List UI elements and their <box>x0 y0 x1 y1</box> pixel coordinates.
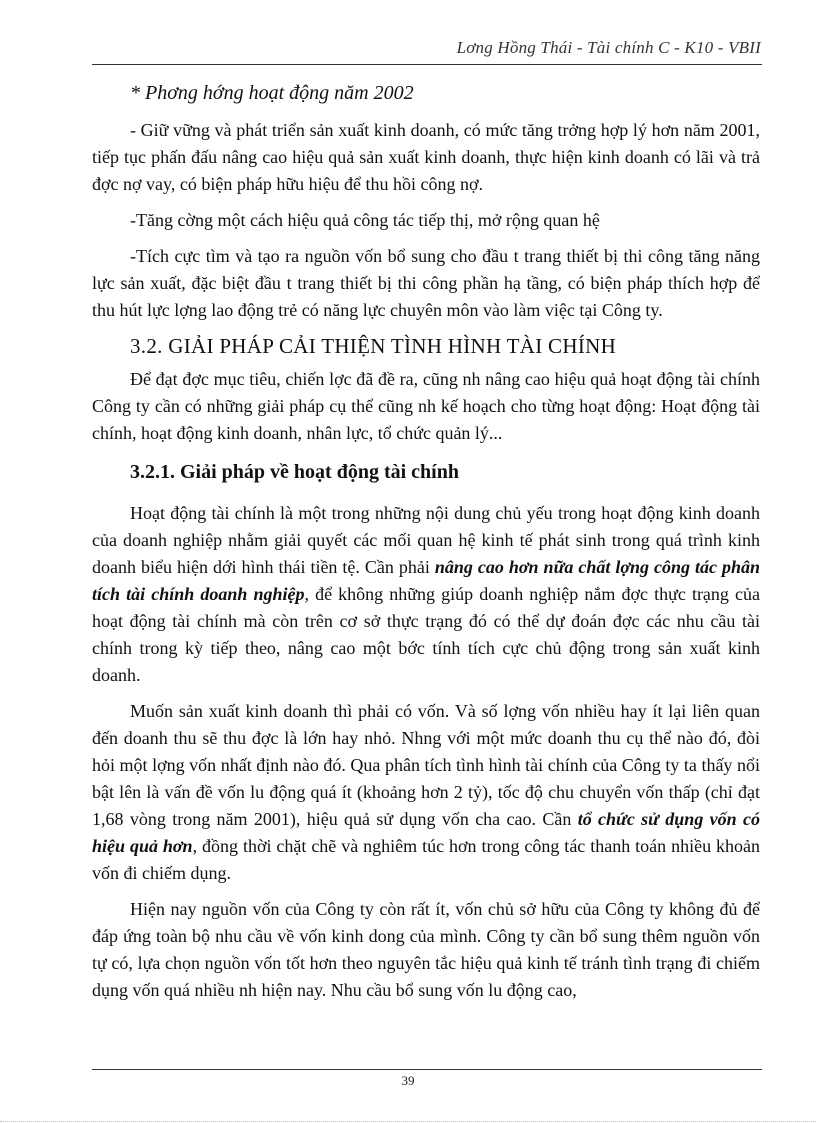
page-body <box>92 76 760 1013</box>
text-run: Hoạt động tài chính là một trong những nội dung chủ yếu trong hoạt động kinh doanh của doanh nghiệp nhằm giải quyết các mối quan hệ kinh tế phát sinh trong quá trình kinh doanh biểu hiện dới hình thái tiền tệ. Cần phải <box>92 503 760 577</box>
heading-3-2-1: 3.2.1. Giải pháp về hoạt động tài chính <box>130 461 459 483</box>
paragraph-3-2-1-b <box>92 698 760 887</box>
running-header: Lơng Hồng Thái - Tài chính C - K10 - VBII <box>456 38 761 57</box>
text-run: Muốn sản xuất kinh doanh thì phải có vốn. Và số lợng vốn nhiều hay ít lại liên quan đến doanh thu sẽ thu đợc là lớn hay nhỏ. Nhng với một mức doanh thu cụ thể nào đó, đòi hỏi một lợng vốn nhất định nào đó. Qua phân tích tình hình tài chính của Công ty ta thấy nổi bật lên là vấn đề vốn lu động quá ít (khoảng hơn 2 tỷ), tốc độ chu chuyển vốn thấp (chỉ đạt 1,68 vòng trong năm 2001), hiệu quả sử dụng vốn cha cao. Cần <box>92 701 760 829</box>
paragraph-direction-2: -Tăng cờng một cách hiệu quả công tác tiếp thị, mở rộng quan hệ <box>130 210 600 230</box>
heading-3-2: 3.2. GIẢI PHÁP CẢI THIỆN TÌNH HÌNH TÀI CHÍNH <box>130 334 617 358</box>
paragraph-3-2-1-a <box>92 500 760 689</box>
paragraph-direction-3: -Tích cực tìm và tạo ra nguồn vốn bổ sung cho đầu t trang thiết bị thi công tăng năng lực sản xuất, đặc biệt đầu t trang thiết bị thi công phần hạ tầng, có biện pháp thích hợp để thu hút lực lợng lao động trẻ có năng lực chuyên môn vào làm việc tại Công ty. <box>92 246 760 320</box>
emphasis-text: nâng cao hơn nữa chất lợng công tác phân tích tài chính doanh nghiệp <box>92 557 761 604</box>
page-number: 39 <box>401 1073 415 1088</box>
paragraph-3-2-1-c: Hiện nay nguồn vốn của Công ty còn rất ít, vốn chủ sở hữu của Công ty không đủ để đáp ứng toàn bộ nhu cầu về vốn kinh dong của mình. Công ty cần bổ sung thêm nguồn vốn tự có, lựa chọn nguồn vốn tốt hơn theo nguyên tắc hiệu quả kinh tế tránh tình trạng đi chiếm dụng vốn quá nhiều nh hiện nay. Nhu cầu bổ sung vốn lu động cao, <box>92 899 760 1000</box>
header-rule <box>92 64 762 65</box>
text-run: , đồng thời chặt chẽ và nghiêm túc hơn trong công tác thanh toán nhiều khoản vốn đi chiếm dụng. <box>92 836 760 883</box>
emphasis-text: tổ chức sử dụng vốn có hiệu quả hơn <box>92 809 760 856</box>
footer-rule <box>92 1069 762 1070</box>
page-edge-divider <box>0 1121 816 1122</box>
paragraph-3-2: Để đạt đợc mục tiêu, chiến lợc đã đề ra, cũng nh nâng cao hiệu quả hoạt động tài chính Công ty cần có những giải pháp cụ thể cũng nh kế hoạch cho từng hoạt động: Hoạt động tài chính, hoạt động kinh doanh, nhân lực, tổ chức quản lý... <box>92 369 760 443</box>
section-heading-direction: * Phơng hớng hoạt động năm 2002 <box>130 82 414 104</box>
text-run: , để không những giúp doanh nghiệp nắm đợc thực trạng của hoạt động tài chính mà còn trên cơ sở thực trạng đó có thể dự đoán đợc các nhu cầu tài chính trong kỳ tiếp theo, nâng cao một bớc tính tích cực chủ động trong sản xuất kinh doanh. <box>92 584 761 685</box>
paragraph-direction-1: - Giữ vững và phát triển sản xuất kinh doanh, có mức tăng trởng hợp lý hơn năm 2001, tiếp tục phấn đấu nâng cao hiệu quả sản xuất kinh doanh, thực hiện kinh doanh có lãi và trả đợc nợ vay, có biện pháp hữu hiệu để thu hồi công nợ. <box>92 120 760 194</box>
